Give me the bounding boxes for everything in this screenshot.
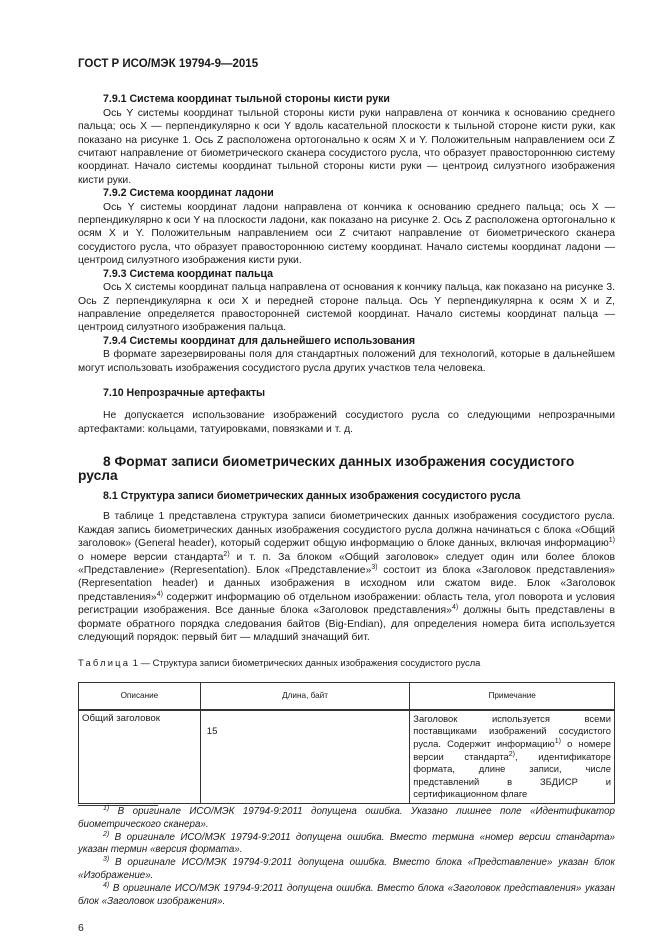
section-7-9-4-heading: 7.9.4 Системы координат для дальнейшего использования [103, 334, 416, 347]
footnote-mark: 3) [103, 856, 110, 864]
section-7-9-1-text: Ось Y системы координат тыльной стороны кисти руки направлена от кончика к основанию среднего пальца; ось X — перпендикулярно к оси Y вдоль касательной плоскости к тыльной стороне кисти руки, как показано на рисунке 1. Ось Z расположена ортогонально к осям X и Y. Положительным направлением оси Z считают направление от биометрического сканера сосудистого русла, что образует правостороннюю систему координат. Начало системы координат тыльной стороны кисти руки — центроид силуэтного изображения кисти руки. [78, 107, 615, 186]
text-segment: В таблице 1 представлена структура записи биометрических данных изображения сосудистого русла. Каждая запись биометрических данных изображения сосудистого русла должна начинаться с блока «Общий заголовок» (General header), который содержит общую информацию о блоке данных, включая информацию [78, 511, 615, 550]
document-code-header: ГОСТ Р ИСО/МЭК 19794-9—2015 [78, 58, 259, 70]
section-8-heading: 8 Формат записи биометрических данных изображения сосудистого русла [78, 454, 575, 483]
record-structure-table [78, 682, 615, 804]
column-header-description: Описание [79, 682, 201, 710]
table-caption-text: 1 — Структура записи биометрических данных изображения сосудистого русла [130, 657, 481, 669]
text-segment: о номере версии стандарта [413, 738, 611, 762]
footnote-text: В оригинале ИСО/МЭК 19794-9:2011 допущена ошибка. Вместо блока «Представление» указан блок «Изображение». [78, 857, 615, 881]
section-7-9-2-heading: 7.9.2 Система координат ладони [103, 187, 274, 200]
cell-length: 15 [200, 710, 410, 804]
text-segment: , идентификаторе формата, длине записи, числе представлений в ЗБДИСР и сертификационном флаге [413, 750, 611, 800]
section-8-1-heading: 8.1 Структура записи биометрических данных изображения сосудистого русла [103, 489, 521, 502]
table-row [79, 710, 615, 804]
table-caption [78, 656, 615, 669]
section-7-9-2-text: Ось Y системы координат ладони направлена от кончика к основанию среднего пальца; ось X — перпендикулярно к оси Y на плоскости ладони, как показано на рисунке 2. Ось Z расположена ортогонально к осям X и Y. Положительным направлением оси Z считают направление от биометрического сканера сосудистого русла, что образует правостороннюю систему координат. Начало системы координат ладони — центроид силуэтного изображения кисти руки. [78, 201, 615, 267]
footnote-text: В оригинале ИСО/МЭК 19794-9:2011 допущена ошибка. Вместо блока «Заголовок представления» указан блок «Заголовок изображения». [78, 882, 615, 907]
table-caption-label: Таблица [78, 657, 131, 669]
footnote-4 [78, 883, 615, 909]
footnote-mark: 2) [103, 830, 110, 838]
footnote-1 [78, 806, 615, 832]
footnote-text: В оригинале ИСО/МЭК 19794-9:2011 допущена ошибка. Вместо термина «номер версии стандарта» указан термин «версия формата». [78, 831, 615, 856]
footnote-2 [78, 832, 615, 858]
footnote-ref[interactable]: 1) [554, 738, 561, 746]
text-segment: содержит информацию об отдельном изображении: область тела, угол поворота и условия регистрации изображения. Все данные блока «Заголовок представления» [78, 591, 615, 617]
text-segment: о номере версии стандарта [78, 551, 224, 563]
footnote-mark: 4) [103, 881, 110, 889]
footnote-ref[interactable]: 4) [156, 590, 163, 598]
table-header-row [79, 682, 615, 710]
footnote-ref[interactable]: 2) [508, 750, 516, 758]
footnote-text: В оригинале ИСО/МЭК 19794-9:2011 допущена ошибка. Указано лишнее поле «Идентификатор биометрического сканера». [78, 806, 615, 830]
text-segment: должны быть представлены в формате обратного порядка следования байтов (Big-Endian), для определения номера бита используется следующий порядок: первый бит — младший значащий бит. [78, 605, 615, 644]
text-segment: состоит из блока «Заголовок представления» (Representation header) и данных изображения в исходном или сжатом виде. Блок «Заголовок представления» [78, 565, 615, 603]
footnote-ref[interactable]: 2) [223, 550, 230, 558]
cell-note [410, 710, 615, 804]
text-segment: и т. п. За блоком «Общий заголовок» следует один или более блоков «Представление» (Representation). Блок «Представление» [78, 551, 615, 576]
text-segment: Заголовок используется всеми поставщиками изображений сосудистого русла. Содержит информацию [413, 712, 611, 750]
footnote-3 [78, 857, 615, 883]
section-7-9-4-text: В формате зарезервированы поля для стандартных положений для технологий, которые в дальнейшем могут использовать изображения сосудистого русла других участков тела человека. [78, 349, 615, 374]
page-number: 6 [78, 923, 84, 935]
section-8-1-text [78, 510, 615, 644]
section-7-10-heading: 7.10 Непрозрачные артефакты [103, 386, 266, 399]
section-7-9-1-heading: 7.9.1 Система координат тыльной стороны кисти руки [103, 93, 390, 106]
footnote-ref[interactable]: 4) [451, 604, 459, 612]
column-header-length: Длина, байт [200, 682, 410, 710]
column-header-note: Примечание [410, 682, 615, 710]
section-7-9-3-text: Ось X системы координат пальца направлена от основания к кончику пальца, как показано на рисунке 3. Ось Z перпендикулярна к оси X и передней стороне пальца. Ось Y перпендикулярна к осям X и Z, направление определяется правосторонней системой координат. Начало системы координат пальца — центроид силуэтного изображения пальца. [78, 282, 615, 334]
footnote-ref[interactable]: 1) [608, 537, 615, 545]
footnote-mark: 1) [103, 805, 110, 812]
document-page [78, 58, 615, 936]
section-7-10-text: Не допускается использование изображений сосудистого русла со следующими непрозрачными артефактами: кольцами, татуировками, повязками и т. д. [78, 410, 615, 435]
cell-description: Общий заголовок [79, 710, 201, 804]
section-7-9-3-heading: 7.9.3 Система координат пальца [103, 267, 274, 280]
footnote-ref[interactable]: 3) [371, 564, 378, 571]
